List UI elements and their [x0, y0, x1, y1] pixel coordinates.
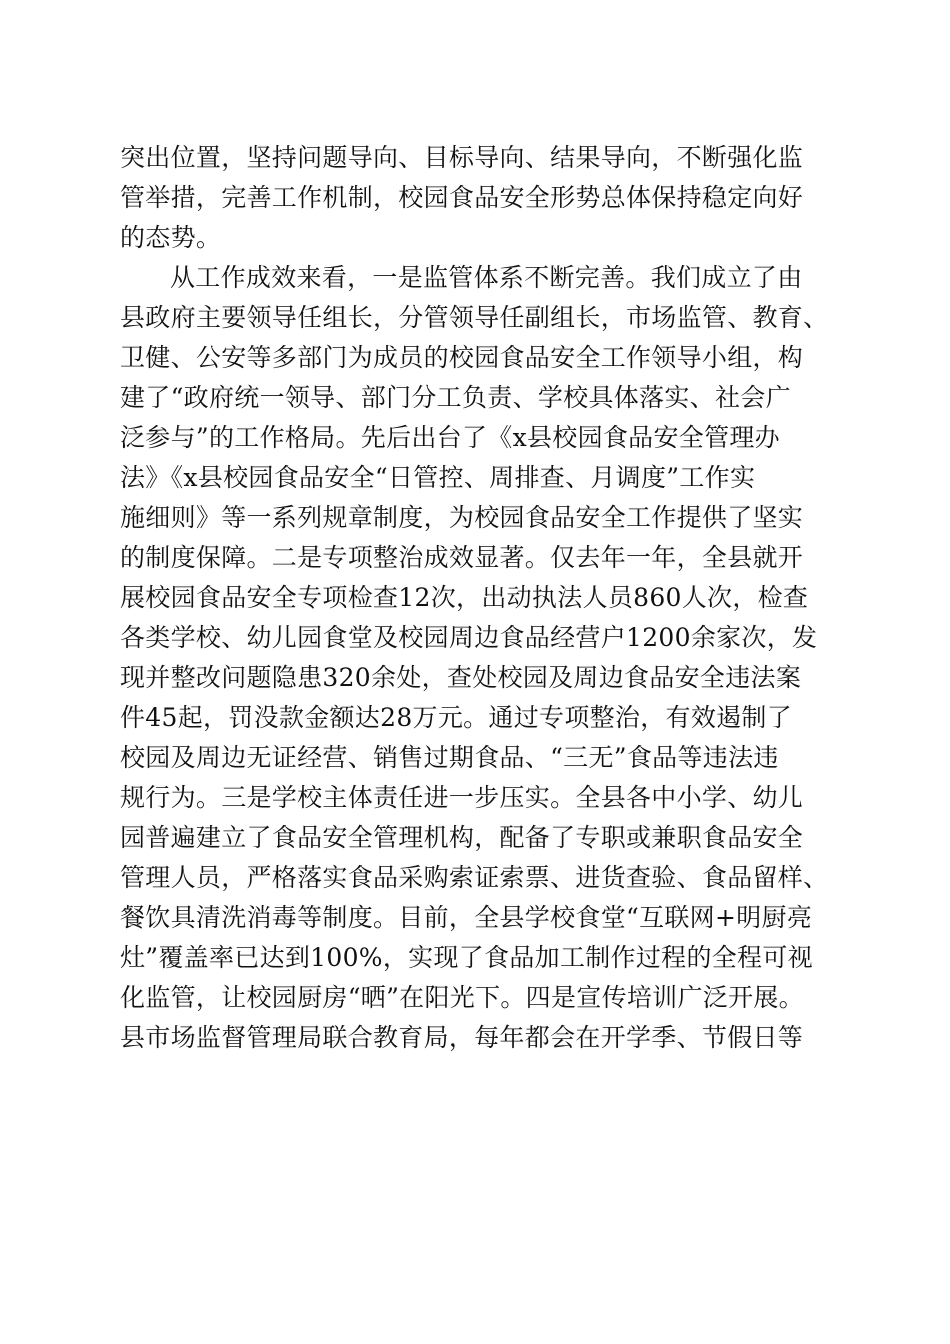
text-line: 的制度保障。二是专项整治成效显著。仅去年一年，全县就开	[120, 543, 804, 572]
text-line: 灶”覆盖率已达到100%，实现了食品加工制作过程的全程可视	[120, 943, 813, 972]
text-line: 规行为。三是学校主体责任进一步压实。全县各中小学、幼儿	[120, 783, 804, 812]
text-line: 园普遍建立了食品安全管理机构，配备了专职或兼职食品安全	[120, 823, 804, 852]
text-line: 县政府主要领导任组长，分管领导任副组长，市场监管、教育、	[120, 303, 829, 332]
text-line: 校园及周边无证经营、销售过期食品、“三无”食品等违法违	[120, 743, 779, 772]
text-line: 餐饮具清洗消毒等制度。目前，全县学校食堂“互联网+明厨亮	[120, 903, 813, 932]
text-line: 县市场监督管理局联合教育局，每年都会在开学季、节假日等	[120, 1023, 804, 1052]
text-line: 化监管，让校园厨房“晒”在阳光下。四是宣传培训广泛开展。	[120, 983, 804, 1012]
text-line: 件45起，罚没款金额达28万元。通过专项整治，有效遏制了	[120, 703, 793, 732]
text-line: 卫健、公安等多部门为成员的校园食品安全工作领导小组，构	[120, 343, 804, 372]
text-line: 现并整改问题隐患320余处，查处校园及周边食品安全违法案	[120, 663, 802, 692]
text-line: 展校园食品安全专项检查12次，出动执法人员860人次，检查	[120, 583, 809, 612]
text-line: 建了“政府统一领导、部门分工负责、学校具体落实、社会广	[120, 383, 791, 412]
text-line: 各类学校、幼儿园食堂及校园周边食品经营户1200余家次，发	[120, 623, 818, 652]
text-line: 法》《x县校园食品安全“日管控、周排查、月调度”工作实	[120, 463, 756, 492]
text-line: 的态势。	[120, 223, 222, 252]
text-line: 泛参与”的工作格局。先后出台了《x县校园食品安全管理办	[120, 423, 780, 452]
text-line: 突出位置，坚持问题导向、目标导向、结果导向，不断强化监	[120, 143, 804, 172]
text-line: 施细则》等一系列规章制度，为校园食品安全工作提供了坚实	[120, 503, 804, 532]
text-line: 管理人员，严格落实食品采购索证索票、进货查验、食品留样、	[120, 863, 829, 892]
paragraph-first-line: 从工作成效来看，一是监管体系不断完善。我们成立了由	[170, 263, 803, 292]
text-line: 管举措，完善工作机制，校园食品安全形势总体保持稳定向好	[120, 183, 804, 212]
